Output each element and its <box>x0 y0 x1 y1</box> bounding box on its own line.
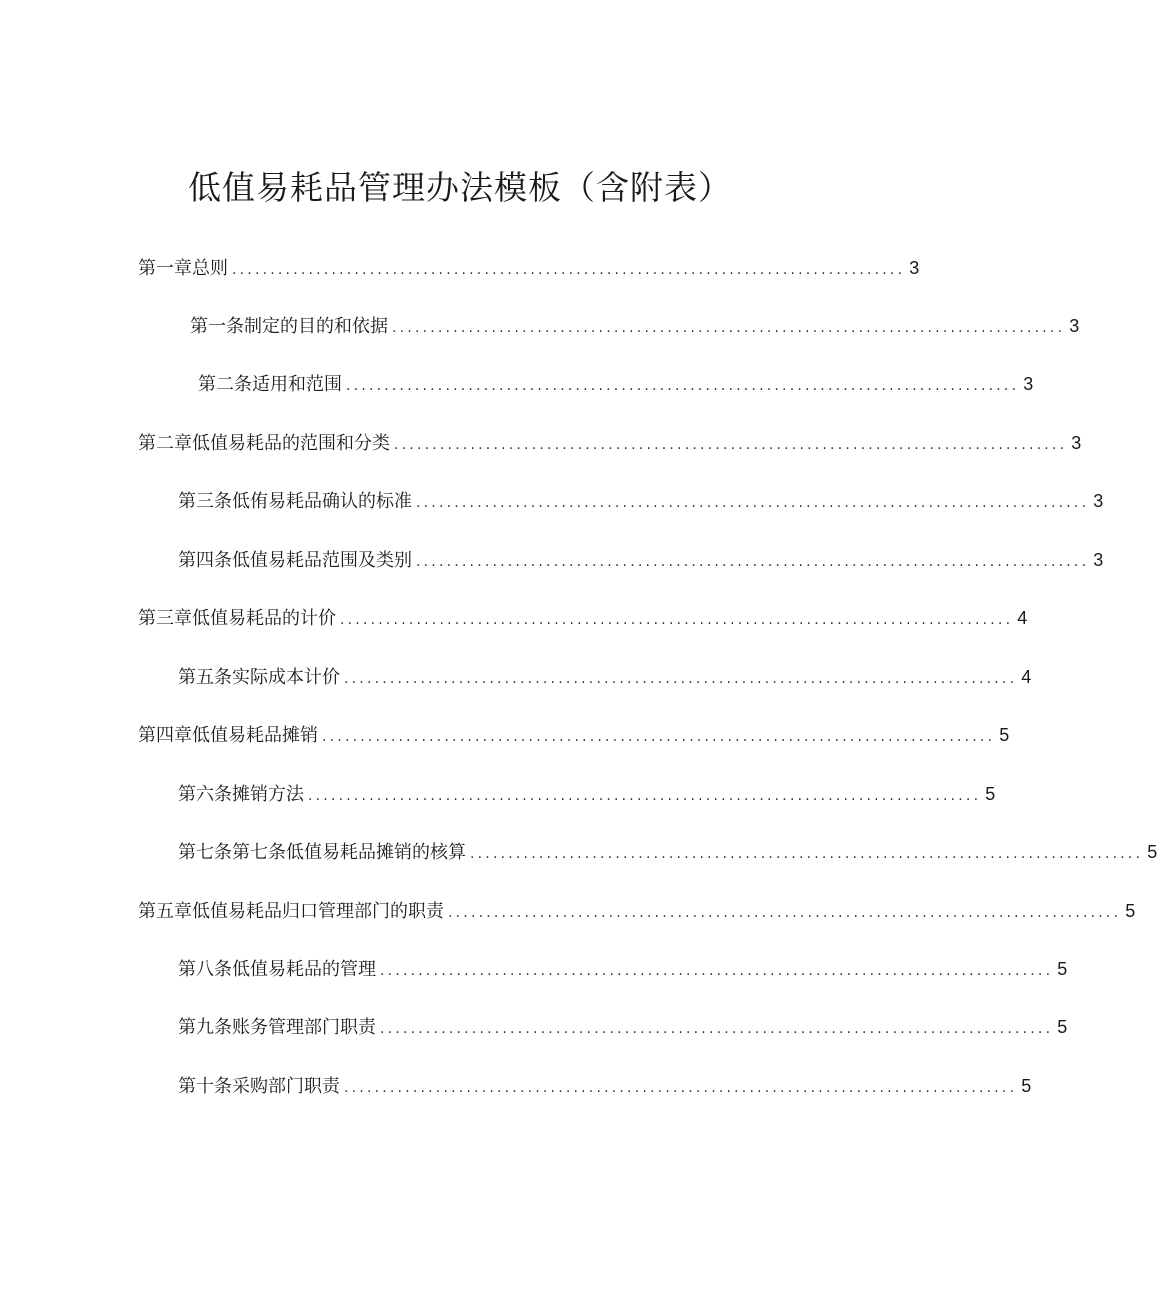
toc-entry-label: 第六条摊销方法 <box>178 784 304 805</box>
toc-entry-label: 第二章低值易耗品的范围和分类 <box>138 433 390 454</box>
toc-page-number: 4 <box>1021 667 1032 687</box>
toc-page-number: 3 <box>909 258 920 278</box>
toc-entry-label: 第四章低值易耗品摊销 <box>138 725 318 746</box>
toc-dot-leader: ........................................................................................ <box>340 612 1014 628</box>
toc-dot-leader: ........................................................................................ <box>470 846 1144 862</box>
toc-entry-article-9[interactable] <box>178 1015 1068 1039</box>
toc-dot-leader: ........................................................................................ <box>232 262 906 278</box>
toc-entry-article-2[interactable] <box>198 372 1034 396</box>
toc-entry-label: 第三条低侑易耗品确认的标准 <box>178 491 412 512</box>
toc-dot-leader: ........................................................................................ <box>346 378 1020 394</box>
toc-entry-label: 第二条适用和范围 <box>198 374 342 395</box>
toc-entry-article-4[interactable] <box>178 548 1104 572</box>
toc-page-number: 5 <box>1057 959 1068 979</box>
toc-entry-label: 第五章低值易耗品归口管理部门的职责 <box>138 901 444 922</box>
toc-dot-leader: ........................................................................................ <box>380 1021 1054 1037</box>
toc-page-number: 5 <box>1057 1017 1068 1037</box>
toc-page-number: 3 <box>1093 491 1104 511</box>
toc-dot-leader: ........................................................................................ <box>380 963 1054 979</box>
toc-entry-label: 第七条第七条低值易耗品摊销的核算 <box>178 842 466 863</box>
toc-page-number: 3 <box>1093 550 1104 570</box>
toc-dot-leader: ........................................................................................ <box>394 437 1068 453</box>
toc-dot-leader: ........................................................................................ <box>392 320 1066 336</box>
toc-page-number: 3 <box>1023 374 1034 394</box>
toc-page-number: 5 <box>999 725 1010 745</box>
toc-dot-leader: ........................................................................................ <box>448 905 1122 921</box>
toc-entry-label: 第八条低值易耗品的管理 <box>178 959 376 980</box>
toc-entry-chapter-5[interactable] <box>138 899 1136 923</box>
toc-dot-leader: ........................................................................................ <box>416 554 1090 570</box>
toc-entry-article-3[interactable] <box>178 489 1104 513</box>
toc-entry-article-1[interactable] <box>190 314 1080 338</box>
toc-entry-chapter-3[interactable] <box>138 606 1028 630</box>
toc-entry-article-5[interactable] <box>178 665 1032 689</box>
toc-entry-label: 第四条低值易耗品范围及类别 <box>178 550 412 571</box>
toc-entry-article-10[interactable] <box>178 1074 1032 1098</box>
toc-dot-leader: ........................................................................................ <box>416 495 1090 511</box>
toc-entry-article-7[interactable] <box>178 840 1157 864</box>
toc-dot-leader: ........................................................................................ <box>344 1080 1018 1096</box>
toc-entry-chapter-4[interactable] <box>138 723 1010 747</box>
toc-dot-leader: ........................................................................................ <box>308 788 982 804</box>
toc-entry-label: 第一条制定的目的和依据 <box>190 316 388 337</box>
toc-dot-leader: ........................................................................................ <box>344 671 1018 687</box>
toc-page-number: 3 <box>1071 433 1082 453</box>
toc-entry-chapter-2[interactable] <box>138 431 1082 455</box>
toc-entry-label: 第九条账务管理部门职责 <box>178 1017 376 1038</box>
toc-entry-chapter-1[interactable] <box>138 256 920 280</box>
toc-entry-article-6[interactable] <box>178 782 996 806</box>
toc-entry-label: 第三章低值易耗品的计价 <box>138 608 336 629</box>
toc-entry-label: 第十条采购部门职责 <box>178 1076 340 1097</box>
toc-dot-leader: ........................................................................................ <box>322 729 996 745</box>
toc-page-number: 5 <box>985 784 996 804</box>
toc-entry-article-8[interactable] <box>178 957 1068 981</box>
toc-page-number: 5 <box>1125 901 1136 921</box>
toc-page-number: 5 <box>1021 1076 1032 1096</box>
toc-page-number: 3 <box>1069 316 1080 336</box>
document-title: 低值易耗品管理办法模板（含附表） <box>188 168 732 208</box>
toc-page-number: 5 <box>1147 842 1157 862</box>
toc-entry-label: 第一章总则 <box>138 258 228 279</box>
toc-page-number: 4 <box>1017 608 1028 628</box>
toc-entry-label: 第五条实际成本计价 <box>178 667 340 688</box>
